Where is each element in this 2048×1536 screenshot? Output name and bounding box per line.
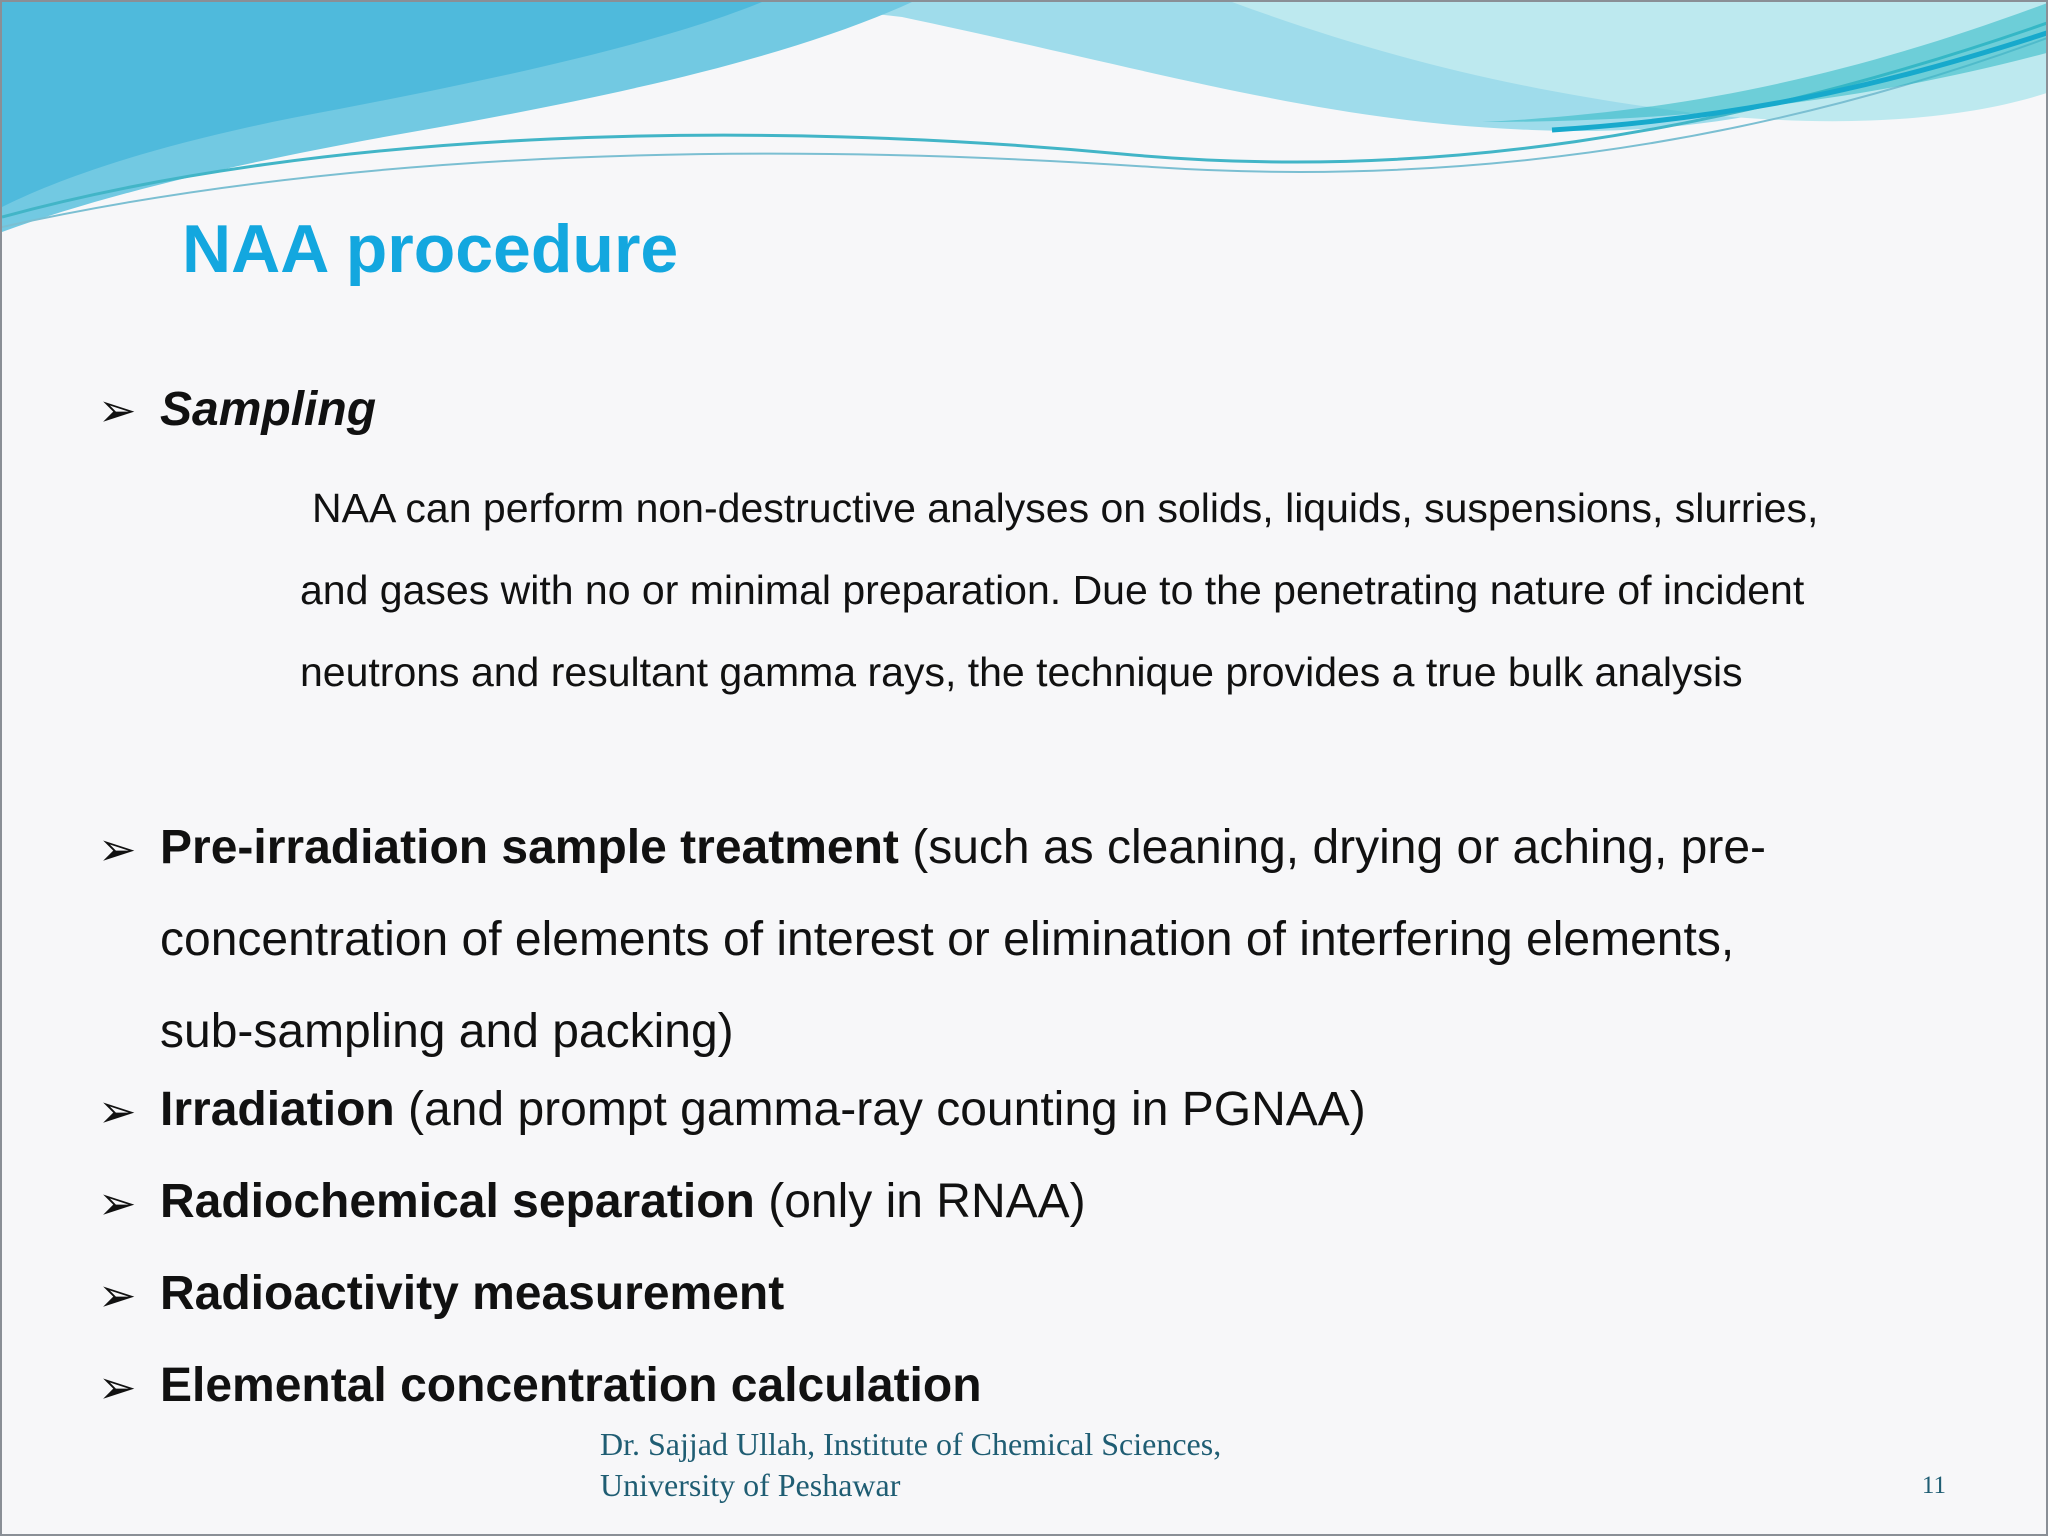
procedure-item-text [160,802,1810,1078]
arrow-bullet-icon: ➢ [98,1269,137,1321]
arrow-bullet-icon: ➢ [98,1177,137,1229]
procedure-item-bold: Elemental concentration calculation [160,1359,982,1412]
procedure-item-elemental-concentration [98,1340,1810,1432]
slide-title: NAA procedure [182,211,679,287]
procedure-item-radiochemical-separation [98,1156,1810,1248]
procedure-item-detail: (and prompt gamma-ray counting in PGNAA) [394,1083,1366,1136]
procedure-item-radioactivity-measurement [98,1248,1810,1340]
procedure-item-text [160,1156,1810,1248]
arrow-bullet-icon: ➢ [98,383,137,436]
procedure-item-text [160,1064,1810,1156]
slide-footer [600,1424,1221,1506]
procedure-item-detail: (such as cleaning, drying or aching, pre-concentration of elements of interest or elimination of interfering elements, sub-sampling and packing) [160,821,1767,1058]
procedure-item-bold: Irradiation [160,1083,395,1136]
footer-university-line: University of Peshawar [600,1467,901,1503]
footer-author-line: Dr. Sajjad Ullah, Institute of Chemical Sciences, [600,1426,1222,1462]
procedure-item-text [160,1340,1810,1432]
procedure-item-bold: Radiochemical separation [160,1175,755,1228]
decorative-wave-header [2,2,2048,242]
procedure-item-irradiation [98,1064,1810,1156]
procedure-item-text [160,1248,1810,1340]
arrow-bullet-icon: ➢ [98,1085,137,1137]
arrow-bullet-icon: ➢ [98,823,137,875]
page-number: 11 [1921,1472,1946,1499]
procedure-item-pre-irradiation [98,802,1810,1078]
sampling-description: NAA can perform non-destructive analyses on solids, liquids, suspensions, slurries, and gases with no or minimal preparation. Due to the penetrating nature of incident neutrons and resultant gamma rays, the technique provides a true bulk analysis [300,485,1819,695]
procedure-item-bold: Radioactivity measurement [160,1267,785,1320]
sampling-heading [98,382,376,437]
sampling-label: Sampling [160,383,377,436]
procedure-item-bold: Pre-irradiation sample treatment [160,821,899,874]
arrow-bullet-icon: ➢ [98,1361,137,1413]
procedure-item-detail: (only in RNAA) [754,1175,1086,1228]
